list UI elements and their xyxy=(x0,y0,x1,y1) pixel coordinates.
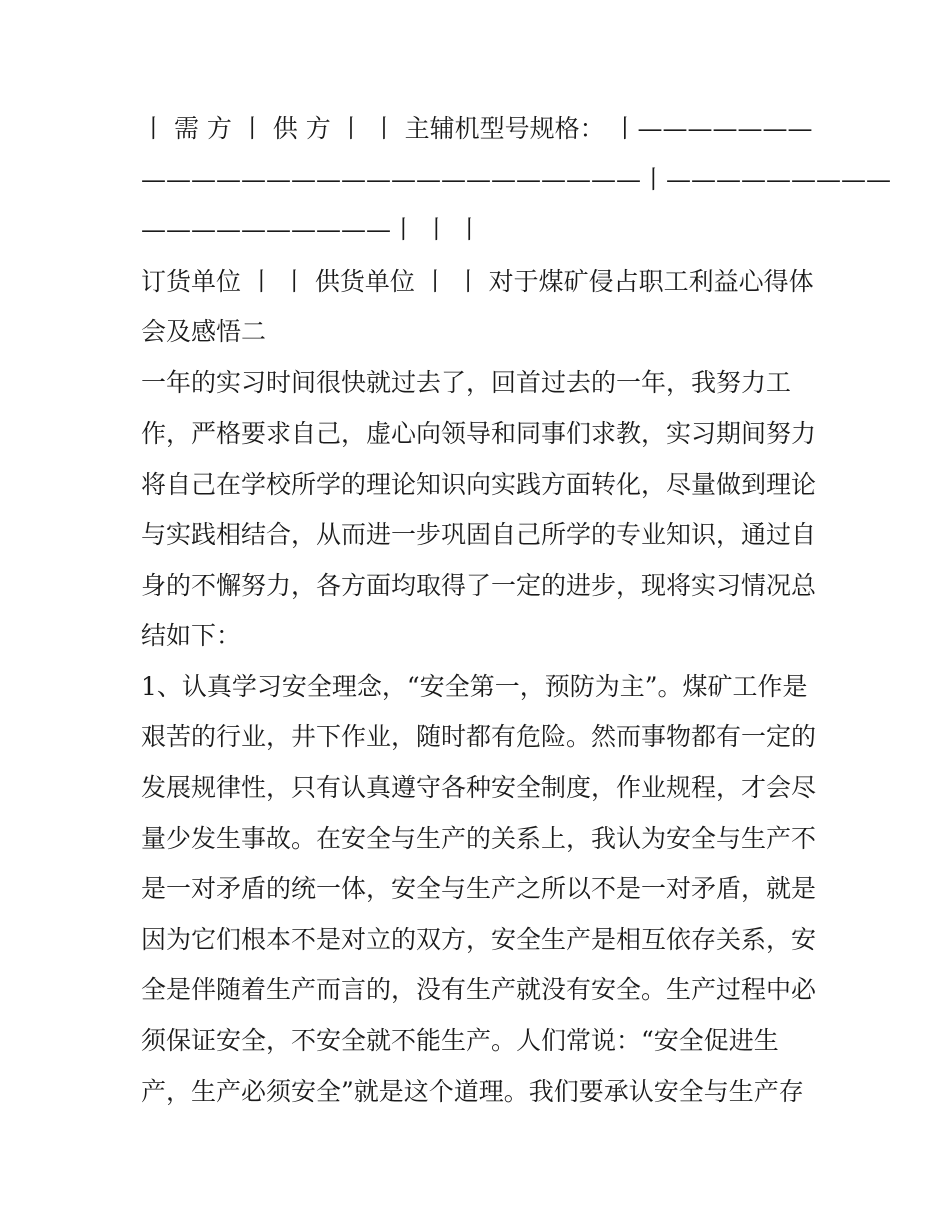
paragraph-line: 全是伴随着生产而言的，没有生产就没有安全。生产过程中必 xyxy=(141,975,817,1004)
paragraph-line: 1、认真学习安全理念，“安全第一，预防为主”。煤矿工作是 xyxy=(141,672,808,701)
paragraph-line: 与实践相结合，从而进一步巩固自己所学的专业知识，通过自 xyxy=(141,520,817,549)
paragraph-line: 作，严格要求自己，虚心向领导和同事们求教，实习期间努力 xyxy=(141,419,817,448)
table-footer-title-line: 订货单位 丨 丨 供货单位 丨 丨 对于煤矿侵占职工利益心得体 xyxy=(141,267,814,296)
table-rule-line: ——————————丨 丨 丨 xyxy=(141,215,482,244)
table-header-line: 丨 需 方 丨 供 方 丨 丨 主辅机型号规格： 丨——————— xyxy=(141,114,813,143)
paragraph-line: 须保证安全，不安全就不能生产。人们常说：“安全促进生 xyxy=(141,1026,779,1055)
paragraph-line: 将自己在学校所学的理论知识向实践方面转化，尽量做到理论 xyxy=(141,470,817,499)
paragraph-line: 量少发生事故。在安全与生产的关系上，我认为安全与生产不 xyxy=(141,824,817,853)
paragraph-line: 身的不懈努力，各方面均取得了一定的进步，现将实习情况总 xyxy=(141,571,817,600)
paragraph-line: 是一对矛盾的统一体，安全与生产之所以不是一对矛盾，就是 xyxy=(141,874,817,903)
paragraph-line: 发展规律性，只有认真遵守各种安全制度，作业规程，才会尽 xyxy=(141,773,817,802)
paragraph-line: 因为它们根本不是对立的双方，安全生产是相互依存关系，安 xyxy=(141,925,817,954)
table-rule-line: ————————————————————丨————————— xyxy=(141,165,892,194)
title-continuation-line: 会及感悟二 xyxy=(141,317,267,346)
paragraph-line: 结如下： xyxy=(141,621,242,650)
paragraph-line: 艰苦的行业，井下作业，随时都有危险。然而事物都有一定的 xyxy=(141,722,817,751)
paragraph-line: 一年的实习时间很快就过去了，回首过去的一年，我努力工 xyxy=(141,368,792,397)
paragraph-line: 产，生产必须安全”就是这个道理。我们要承认安全与生产存 xyxy=(141,1077,804,1106)
